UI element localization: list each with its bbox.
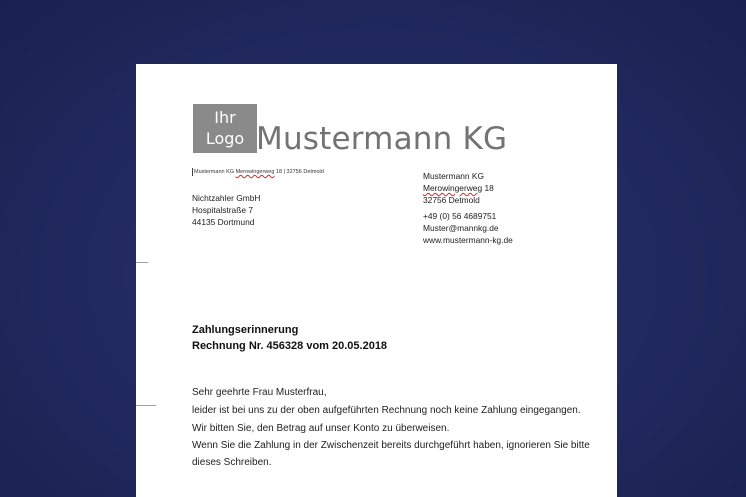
subject-line-1: Zahlungserinnerung: [192, 324, 299, 336]
company-block-email: Muster@mannkg.de: [423, 223, 499, 233]
sender-return-line[interactable]: [192, 168, 324, 176]
body-salutation: Sehr geehrte Frau Musterfrau,: [192, 387, 327, 398]
company-block-street-number: 18: [482, 183, 494, 193]
body-line-4: dieses Schreiben.: [192, 456, 272, 468]
fold-mark-top: [136, 262, 148, 263]
recipient-street: Hospitalstraße 7: [192, 205, 253, 215]
recipient-city: 44135 Dortmund: [192, 217, 255, 227]
letter-body: [192, 384, 592, 471]
company-block-street: Merowingerweg: [423, 183, 483, 193]
sender-line-street: Merowingerweg: [235, 169, 275, 175]
company-block-street-line: [423, 182, 513, 194]
company-block-website: www.mustermann-kg.de: [423, 235, 513, 245]
recipient-address: [192, 192, 260, 228]
company-block-city: 32756 Detmold: [423, 195, 480, 205]
company-name-heading: Mustermann KG: [256, 121, 508, 157]
company-block-phone: +49 (0) 56 4689751: [423, 211, 497, 221]
body-line-1: leider ist bei uns zu der oben aufgeführten Rechnung noch keine Zahlung eingegangen.: [192, 405, 581, 416]
sender-line-part2: 18 | 32756 Detmold: [274, 169, 324, 175]
company-block-name: Mustermann KG: [423, 171, 484, 181]
body-line-2: Wir bitten Sie, den Betrag auf unser Konto zu überweisen.: [192, 423, 450, 434]
fold-mark-punch: [136, 405, 156, 406]
logo-line-2: Logo: [205, 129, 245, 148]
company-contact-block: [423, 170, 513, 246]
logo-line-1: Ihr: [214, 108, 236, 127]
body-line-3: Wenn Sie die Zahlung in der Zwischenzeit bereits durchgeführt haben, ignorieren Sie bitte: [192, 440, 590, 451]
subject-line-2: Rechnung Nr. 456328 vom 20.05.2018: [192, 340, 388, 352]
logo-placeholder: [193, 104, 257, 153]
letter-subject: [192, 322, 387, 354]
sender-line-part1: Mustermann KG: [194, 169, 236, 175]
recipient-name: Nichtzahler GmbH: [192, 193, 261, 203]
letter-page: [136, 64, 617, 497]
